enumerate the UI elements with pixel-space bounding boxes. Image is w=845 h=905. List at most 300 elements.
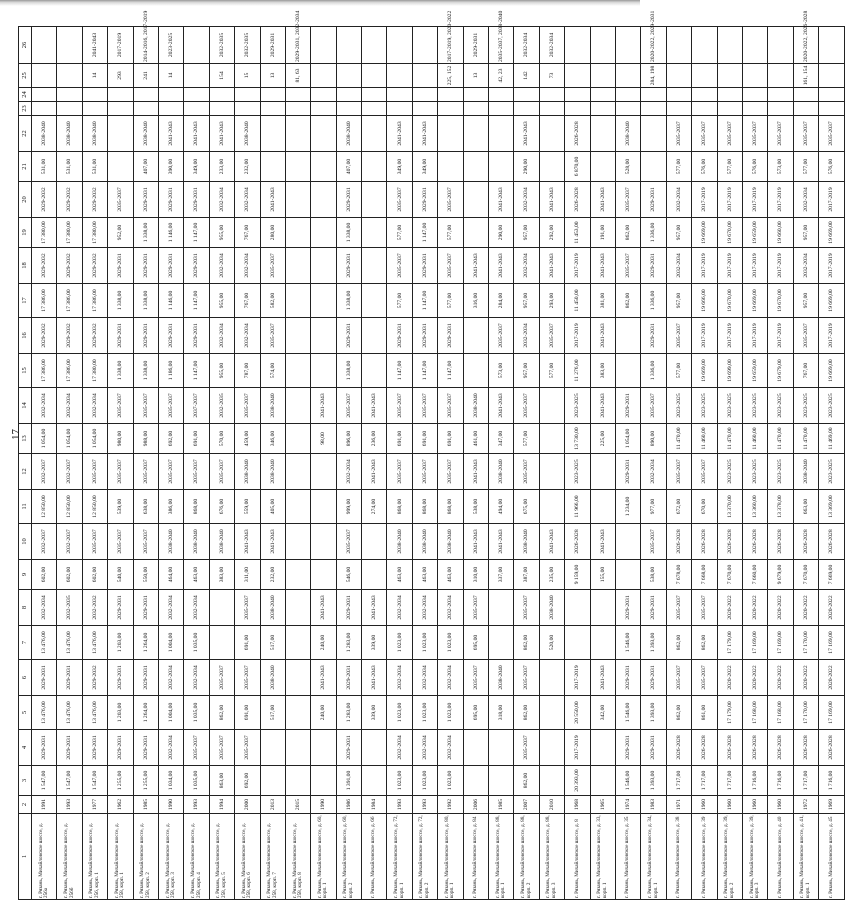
table-cell: 2041-2043: [158, 116, 183, 152]
table-cell: [108, 88, 133, 102]
table-cell: 2035-2037: [209, 730, 234, 766]
table-cell: [463, 88, 488, 102]
address-cell: г. Рязань, Михайловское шоссе, д. 66: [362, 814, 387, 900]
table-cell: 2017-2019: [565, 318, 590, 354]
table-cell: 2038-2040: [539, 590, 564, 626]
table-cell: 2026-2028: [565, 116, 590, 152]
table-cell: 2029-2031: [133, 182, 158, 218]
table-cell: 316,00: [463, 284, 488, 318]
table-cell: [57, 64, 82, 88]
table-cell: 2032-2034: [387, 730, 412, 766]
table-cell: 787,00: [235, 354, 260, 388]
table-cell: 988,00: [133, 424, 158, 454]
table-cell: [362, 284, 387, 318]
table-cell: 2029-2031: [184, 248, 209, 284]
table-cell: 1 338,00: [336, 218, 361, 248]
table-cell: 1 336,00: [641, 218, 666, 248]
address-cell: г. Рязань, Михайловское шоссе, д. 258, корп. 4: [184, 814, 209, 900]
table-cell: [489, 730, 514, 766]
table-cell: 1993: [412, 796, 437, 814]
table-cell: 19 659,00: [742, 354, 767, 388]
table-cell: 2029-2031: [133, 660, 158, 696]
table-cell: 2029-2032: [32, 318, 57, 354]
table-cell: [311, 218, 336, 248]
table-cell: 957,00: [514, 218, 539, 248]
table-cell: 2038-2040: [260, 590, 285, 626]
table-row: [108, 27, 133, 900]
address-cell: г. Рязань, Михайловское шоссе, д. 35: [615, 814, 640, 900]
table-cell: 577,00: [793, 152, 818, 182]
table-cell: 292,00: [539, 218, 564, 248]
table-cell: 2038-2040: [412, 524, 437, 560]
table-cell: 2029-2031: [260, 27, 285, 64]
table-cell: [615, 318, 640, 354]
table-cell: 2041-2043: [362, 388, 387, 424]
table-cell: 1 023,00: [412, 766, 437, 796]
table-cell: 280,00: [260, 218, 285, 248]
table-cell: 862,00: [666, 696, 691, 730]
table-cell: 232,00: [235, 152, 260, 182]
table-cell: 2029-2031: [336, 248, 361, 284]
table-cell: 1 264,00: [133, 626, 158, 660]
table-cell: 349,00: [412, 152, 437, 182]
column-number-header: 2: [19, 796, 32, 814]
table-cell: 17 179,00: [717, 626, 742, 660]
table-cell: 577,00: [514, 424, 539, 454]
table-cell: [590, 730, 615, 766]
table-cell: 15: [235, 64, 260, 88]
table-cell: 1 716,00: [742, 766, 767, 796]
table-cell: 2020-2022, 2029-2031: [641, 27, 666, 64]
table-cell: 2032-2037: [57, 524, 82, 560]
table-cell: 2023-2025: [793, 388, 818, 424]
table-cell: 17 380,00: [57, 218, 82, 248]
table-cell: 459,00: [235, 424, 260, 454]
table-cell: 2029-2031: [57, 730, 82, 766]
table-cell: 1985: [489, 796, 514, 814]
table-cell: [412, 27, 437, 64]
table-row: [463, 27, 488, 900]
table-cell: 2023-2025: [565, 388, 590, 424]
table-cell: [590, 626, 615, 660]
table-cell: 663,00: [793, 490, 818, 524]
table-cell: 676,00: [209, 490, 234, 524]
table-cell: 2032-2034: [514, 248, 539, 284]
table-cell: 1985: [133, 796, 158, 814]
table-row: [387, 27, 412, 900]
table-cell: 7 668,00: [692, 560, 717, 590]
table-cell: 2017-2019: [819, 248, 844, 284]
table-cell: 2017-2019: [742, 182, 767, 218]
table-cell: 868,00: [438, 490, 463, 524]
table-cell: 2035-2037: [641, 388, 666, 424]
table-cell: 339,00: [362, 696, 387, 730]
table-cell: [32, 64, 57, 88]
column-number-header: 6: [19, 660, 32, 696]
table-cell: 2023-2025: [819, 388, 844, 424]
table-cell: 2023-2025: [565, 454, 590, 490]
table-cell: 2026-2028: [666, 730, 691, 766]
table-cell: 1 391,00: [336, 766, 361, 796]
table-cell: 2007: [514, 796, 539, 814]
table-cell: 692,00: [158, 424, 183, 454]
table-cell: [336, 88, 361, 102]
table-row: [82, 27, 107, 900]
table-cell: 17 169,00: [742, 626, 767, 660]
table-cell: 2020-2022: [717, 590, 742, 626]
table-cell: 2041-2043: [311, 660, 336, 696]
table-cell: 2029-2032: [32, 182, 57, 218]
address-cell: г. Рязань, Михайловское шоссе, д. 84: [463, 814, 488, 900]
table-cell: 691,00: [387, 424, 412, 454]
table-cell: 2035-2037: [768, 116, 793, 152]
address-cell: г. Рязань, Михайловское шоссе, д. 34, корп. 1: [641, 814, 666, 900]
table-cell: 2038-2040: [235, 454, 260, 490]
table-row: [158, 27, 183, 900]
table-cell: [615, 64, 640, 88]
table-cell: 952,00: [108, 218, 133, 248]
table-cell: [184, 64, 209, 88]
table-cell: 2035-2037: [108, 388, 133, 424]
table-cell: 154: [209, 64, 234, 88]
table-cell: 2029-2031: [133, 318, 158, 354]
table-cell: 1960: [768, 796, 793, 814]
table-cell: 2023-2025: [666, 388, 691, 424]
table-cell: [285, 388, 310, 424]
table-cell: 2032-2037: [32, 454, 57, 490]
table-cell: [539, 660, 564, 696]
table-cell: 20 393,00: [565, 766, 590, 796]
table-cell: 2035-2037: [692, 116, 717, 152]
table-cell: 463,00: [438, 560, 463, 590]
table-cell: 550,00: [133, 560, 158, 590]
table-cell: 670,00: [692, 490, 717, 524]
column-number-header: 26: [19, 27, 32, 64]
table-cell: 2032-2034: [514, 318, 539, 354]
table-cell: [819, 88, 844, 102]
table-cell: [285, 182, 310, 218]
table-cell: 695,00: [463, 696, 488, 730]
table-cell: 2029-2031: [133, 248, 158, 284]
table-cell: 17 386,00: [82, 284, 107, 318]
table-cell: [539, 88, 564, 102]
table-cell: [641, 116, 666, 152]
table-cell: 2032-2034: [184, 660, 209, 696]
table-cell: [285, 560, 310, 590]
table-cell: 531,00: [82, 152, 107, 182]
table-cell: 2029-2031: [336, 660, 361, 696]
table-cell: 387,00: [514, 560, 539, 590]
table-cell: 2035-2037: [108, 454, 133, 490]
table-cell: 463,00: [387, 560, 412, 590]
table-cell: 2041-2043: [590, 182, 615, 218]
column-number-header: 24: [19, 88, 32, 102]
table-cell: 896,00: [336, 424, 361, 454]
table-cell: 2041-2043: [489, 182, 514, 218]
table-cell: [387, 88, 412, 102]
table-cell: 1 023,00: [438, 626, 463, 660]
table-cell: 1993: [387, 796, 412, 814]
table-cell: 7 670,00: [793, 560, 818, 590]
table-cell: [615, 354, 640, 388]
table-cell: 14: [82, 64, 107, 88]
table-cell: 2038-2040: [184, 524, 209, 560]
table-cell: 2032-2034: [641, 454, 666, 490]
address-cell: г. Рязань, Михайловское шоссе, д. 258, корп. 2: [133, 814, 158, 900]
table-cell: 19 669,00: [742, 284, 767, 318]
table-cell: 2041-2043: [463, 524, 488, 560]
table-cell: 19 670,00: [717, 218, 742, 248]
table-cell: [615, 102, 640, 116]
table-cell: 2017-2019: [768, 182, 793, 218]
table-cell: 2038-2040: [463, 388, 488, 424]
table-cell: 2035-2037: [235, 730, 260, 766]
table-cell: 977,00: [641, 490, 666, 524]
table-cell: 2041-2043: [362, 590, 387, 626]
table-cell: 577,00: [387, 218, 412, 248]
table-cell: [742, 88, 767, 102]
table-cell: [362, 730, 387, 766]
address-cell: г. Рязань, Михайловское шоссе, д. 39, корп. 2: [717, 814, 742, 900]
scan-edge: [0, 0, 640, 6]
column-number-header: 18: [19, 248, 32, 284]
table-cell: 2020-2022: [742, 590, 767, 626]
address-cell: г. Рязань, Михайловское шоссе, д. 39: [692, 814, 717, 900]
table-cell: 17 179,00: [717, 696, 742, 730]
table-cell: [565, 88, 590, 102]
table-cell: [184, 102, 209, 116]
table-row: [590, 27, 615, 900]
table-cell: [793, 88, 818, 102]
table-cell: 862,00: [615, 284, 640, 318]
table-cell: [311, 284, 336, 318]
column-number-header: 12: [19, 454, 32, 490]
table-cell: 2029-2031: [336, 182, 361, 218]
table-cell: 2041-2043: [260, 524, 285, 560]
table-cell: 2029-2031: [133, 590, 158, 626]
table-cell: 383,00: [209, 560, 234, 590]
table-cell: 1 717,00: [692, 766, 717, 796]
table-cell: [285, 626, 310, 660]
table-row: [615, 27, 640, 900]
table-cell: [362, 560, 387, 590]
table-cell: 955,00: [209, 284, 234, 318]
table-cell: 1 264,00: [133, 696, 158, 730]
table-cell: 2035-2037: [539, 318, 564, 354]
table-cell: [362, 318, 387, 354]
table-cell: [742, 64, 767, 88]
table-cell: 1991: [32, 796, 57, 814]
table-cell: [565, 102, 590, 116]
table-cell: 284,00: [489, 284, 514, 318]
table-cell: 2032-2034: [158, 660, 183, 696]
table-cell: 1 547,00: [82, 766, 107, 796]
table-cell: [362, 64, 387, 88]
table-cell: 339,00: [362, 626, 387, 660]
table-cell: 2032-2034: [514, 182, 539, 218]
table-cell: 155,00: [590, 560, 615, 590]
table-cell: 2032-2034: [793, 182, 818, 218]
table-cell: 2029-2031: [108, 590, 133, 626]
table-cell: 2035-2037: [742, 116, 767, 152]
table-cell: [565, 626, 590, 660]
table-cell: 2035-2037: [489, 318, 514, 354]
table-cell: [362, 116, 387, 152]
table-cell: [489, 766, 514, 796]
table-cell: 2038-2040: [260, 660, 285, 696]
table-cell: 1994: [209, 796, 234, 814]
table-cell: 602,00: [32, 560, 57, 590]
table-cell: 2023-2025: [768, 454, 793, 490]
table-cell: [590, 590, 615, 626]
table-cell: [285, 116, 310, 152]
table-cell: 2029-2032: [82, 318, 107, 354]
table-cell: 17 169,00: [819, 696, 844, 730]
table-cell: 2032-2034: [438, 660, 463, 696]
table-cell: 14: [158, 64, 183, 88]
table-cell: 1 255,00: [108, 766, 133, 796]
table-cell: 577,00: [438, 284, 463, 318]
table-cell: 531,00: [57, 152, 82, 182]
table-cell: [285, 524, 310, 560]
table-cell: [539, 730, 564, 766]
column-number-header: 1: [19, 814, 32, 900]
table-cell: 2017-2019: [565, 248, 590, 284]
table-cell: 2035-2037: [209, 660, 234, 696]
table-cell: [285, 152, 310, 182]
table-cell: 13 476,00: [82, 696, 107, 730]
table-cell: 2006: [463, 796, 488, 814]
table-cell: 1 147,00: [412, 218, 437, 248]
table-cell: 691,00: [184, 424, 209, 454]
table-cell: 73: [539, 64, 564, 88]
table-cell: 863,00: [209, 766, 234, 796]
table-cell: 1 023,00: [412, 626, 437, 660]
table-cell: 2029-2031: [641, 730, 666, 766]
table-cell: [489, 626, 514, 660]
table-cell: 2029-2032: [82, 660, 107, 696]
table-cell: 2020-2022: [768, 660, 793, 696]
table-cell: 2038-2040: [32, 116, 57, 152]
table-cell: 17 380,00: [82, 218, 107, 248]
table-cell: [260, 102, 285, 116]
table-cell: 1 338,00: [133, 354, 158, 388]
table-cell: 19 660,00: [768, 218, 793, 248]
table-cell: 2020-2022: [819, 660, 844, 696]
table-cell: 2023-2025: [768, 388, 793, 424]
table-cell: 2038-2040: [260, 454, 285, 490]
table-cell: 9 159,00: [565, 560, 590, 590]
table-cell: 13 476,00: [57, 696, 82, 730]
table-cell: 1 004,00: [158, 626, 183, 660]
table-cell: 862,00: [514, 766, 539, 796]
table-cell: 12 850,00: [57, 490, 82, 524]
table-cell: 337,00: [489, 560, 514, 590]
table-cell: 1 717,00: [717, 766, 742, 796]
table-cell: 2035-2037: [133, 454, 158, 490]
table-cell: 695,00: [463, 626, 488, 660]
table-cell: 1 147,00: [387, 354, 412, 388]
table-cell: [489, 102, 514, 116]
table-cell: 2035-2037: [412, 454, 437, 490]
table-cell: [362, 182, 387, 218]
table-cell: 957,00: [666, 218, 691, 248]
table-cell: 2026-2028: [819, 730, 844, 766]
table-cell: 1 147,00: [412, 354, 437, 388]
table-cell: 11 460,00: [742, 424, 767, 454]
table-cell: 390,00: [158, 152, 183, 182]
table-cell: 2041-2043: [387, 116, 412, 152]
table-cell: 2029-2031: [108, 318, 133, 354]
table-cell: 2032-2034: [158, 590, 183, 626]
table-cell: 2032-2034: [209, 248, 234, 284]
address-cell: г. Рязань, Михайловское шоссе, д. 256а: [32, 814, 57, 900]
table-cell: 1 716,00: [819, 766, 844, 796]
table-cell: 225,00: [590, 424, 615, 454]
column-number-header: 22: [19, 116, 32, 152]
table-cell: 13 378,00: [768, 490, 793, 524]
table-row: [438, 27, 463, 900]
table-cell: 582,00: [260, 284, 285, 318]
table-cell: 12 850,00: [82, 490, 107, 524]
table-cell: 2032-2034: [412, 590, 437, 626]
table-cell: 2035-2037: [387, 454, 412, 490]
table-cell: 2029-2031: [438, 318, 463, 354]
table-cell: 19 669,00: [692, 218, 717, 248]
table-cell: [209, 88, 234, 102]
table-cell: [285, 730, 310, 766]
table-cell: 290,00: [514, 152, 539, 182]
column-number-header: 23: [19, 102, 32, 116]
table-cell: 2017-2019: [742, 318, 767, 354]
table-cell: 2017-2019: [768, 318, 793, 354]
table-cell: 1 147,00: [438, 354, 463, 388]
table-cell: 191,00: [590, 218, 615, 248]
table-cell: 2035-2037: [514, 454, 539, 490]
table-cell: 1 393,00: [641, 626, 666, 660]
table-cell: [311, 64, 336, 88]
table-cell: 2038-2040: [489, 660, 514, 696]
table-cell: 2029-2031: [641, 590, 666, 626]
table-cell: 957,00: [793, 284, 818, 318]
table-cell: 19 670,00: [717, 284, 742, 318]
table-cell: 1 147,00: [184, 284, 209, 318]
table-cell: 2038-2040: [336, 116, 361, 152]
table-cell: [260, 152, 285, 182]
table-cell: 1 023,00: [412, 696, 437, 730]
table-cell: 2041-2043: [489, 524, 514, 560]
table-cell: 2035-2037: [615, 182, 640, 218]
table-cell: 1 146,00: [158, 218, 183, 248]
table-row: [793, 27, 818, 900]
table-cell: [285, 218, 310, 248]
table-cell: 2041-2043: [489, 248, 514, 284]
table-cell: 2035-2037: [235, 388, 260, 424]
table-cell: 2023-2025: [158, 27, 183, 64]
address-cell: г. Рязань, Михайловское шоссе, д. 72, корп. 2: [412, 814, 437, 900]
table-cell: 2014-2016, 2017-2019: [133, 27, 158, 64]
table-cell: 2026-2028: [692, 730, 717, 766]
table-cell: 2029-2032: [82, 248, 107, 284]
table-row: [260, 27, 285, 900]
table-cell: [514, 102, 539, 116]
table-cell: 957,00: [793, 218, 818, 248]
table-cell: [311, 152, 336, 182]
table-cell: 2017-2019: [768, 248, 793, 284]
table-cell: [285, 766, 310, 796]
table-cell: [311, 88, 336, 102]
table-cell: 862,00: [209, 696, 234, 730]
